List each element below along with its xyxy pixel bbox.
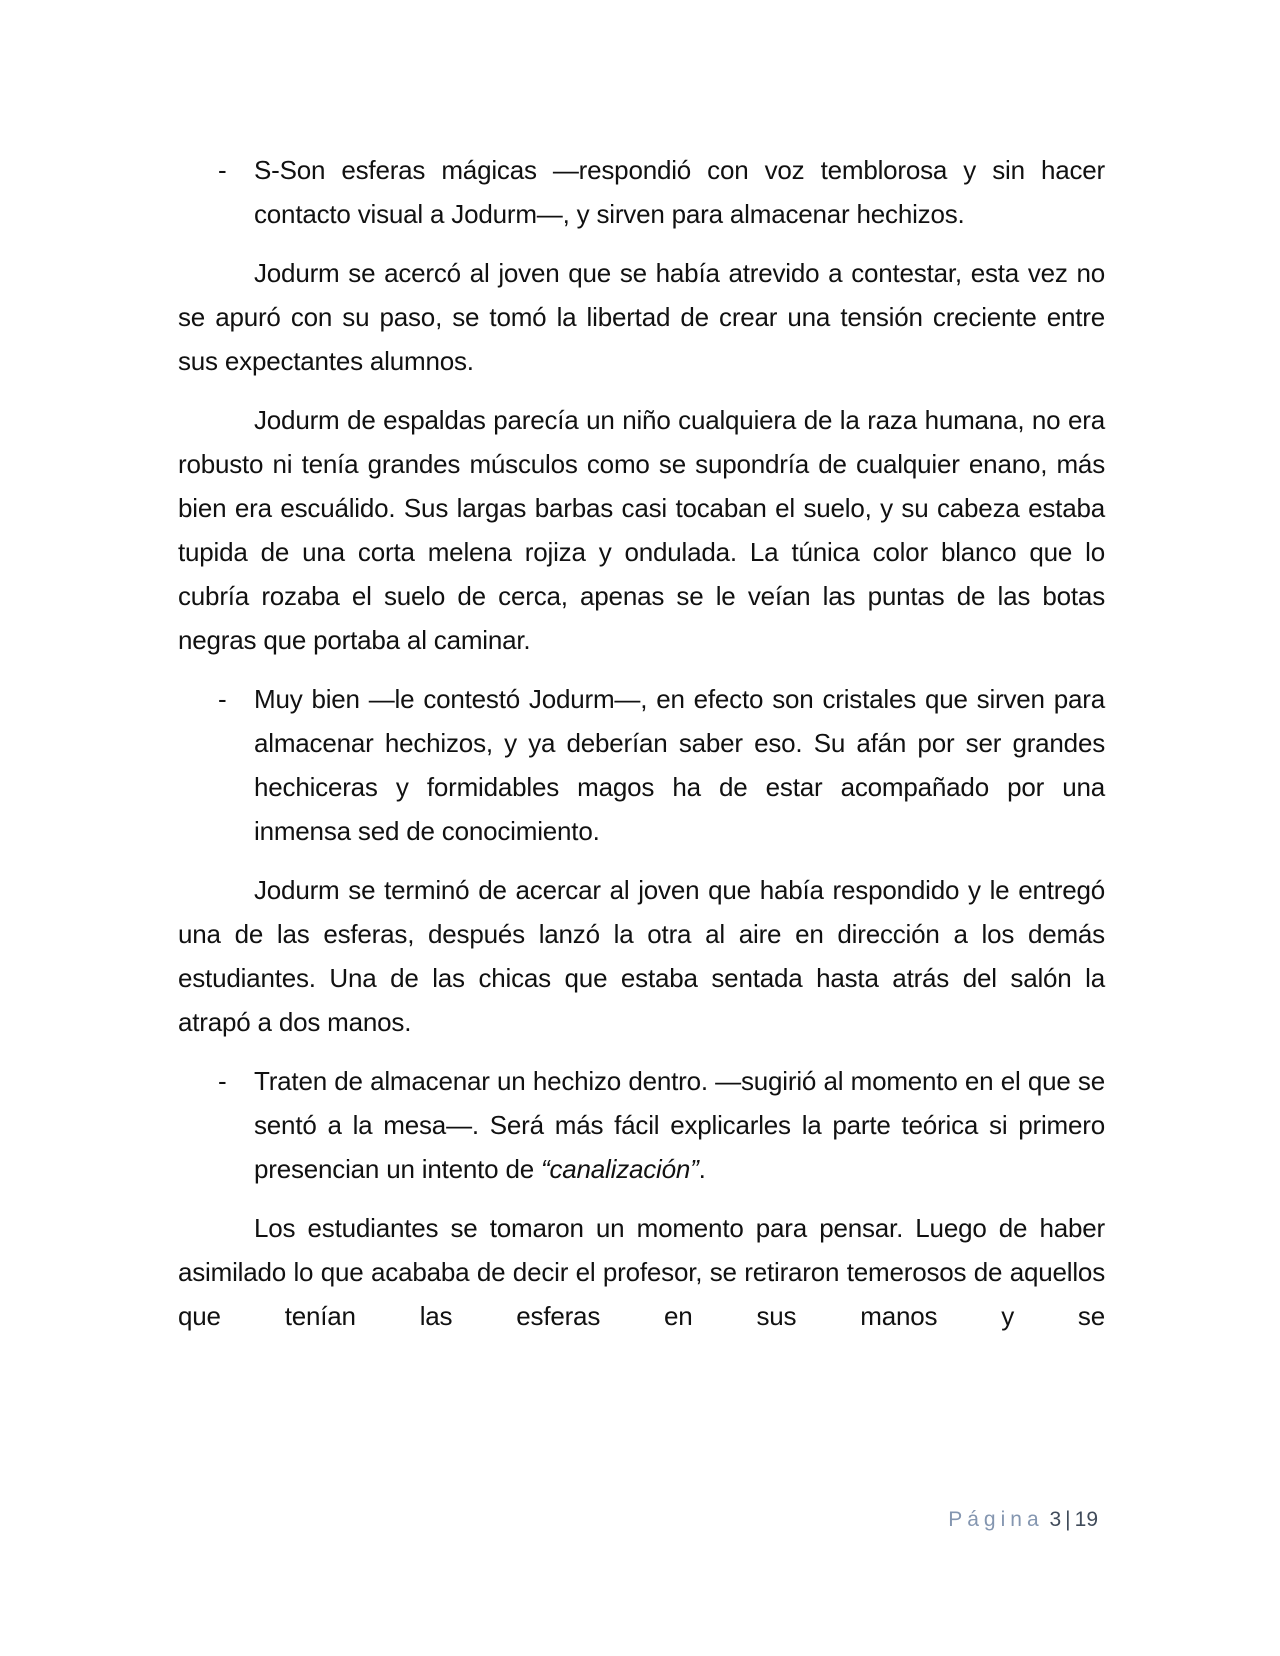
dialogue-dash: -: [218, 155, 227, 185]
dialogue-dash: -: [218, 1066, 227, 1096]
page-label: Página: [948, 1508, 1044, 1531]
paragraph: Jodurm se acercó al joven que se había atrevido a contestar, esta vez no se apuró con su paso, se tomó la libertad de crear una tensión creciente entre sus expectantes alumnos.: [178, 258, 1105, 376]
dialogue-text: S-Son esferas mágicas —respondió con voz temblorosa y sin hacer contacto visual a Jodurm—, y sirven para almacenar hechizos.: [254, 155, 1105, 229]
paragraph: Jodurm de espaldas parecía un niño cualquiera de la raza humana, no era robusto ni tenía grandes músculos como se supondría de cualquier enano, más bien era escuálido. Sus largas barbas casi tocaban el suelo, y su cabeza estaba tupida de una corta melena rojiza y ondulada. La túnica color blanco que lo cubría rozaba el suelo de cerca, apenas se le veían las puntas de las botas negras que portaba al caminar.: [178, 405, 1105, 655]
dialogue-text-end: .: [698, 1154, 706, 1184]
document-page: [178, 148, 1105, 1353]
page-footer: [948, 1505, 1098, 1535]
dialogue-text: Traten de almacenar un hechizo dentro. —sugirió al momento en el que se sentó a la mesa—. Será más fácil explicarles la parte teórica si primero presencian un intento de: [254, 1066, 1105, 1184]
dialogue-line: [178, 1059, 1105, 1191]
current-page-number: 3: [1049, 1508, 1062, 1531]
total-pages-number: 19: [1074, 1508, 1098, 1531]
dialogue-text: Muy bien —le contestó Jodurm—, en efecto son cristales que sirven para almacenar hechizos, y ya deberían saber eso. Su afán por ser grandes hechiceras y formidables magos ha de estar acompañado por una inmensa sed de conocimiento.: [254, 684, 1105, 846]
italic-term: “canalización”: [541, 1154, 699, 1184]
dialogue-dash: -: [218, 684, 227, 714]
dialogue-line: [178, 148, 1105, 236]
page-separator: |: [1065, 1508, 1071, 1531]
dialogue-line: [178, 677, 1105, 853]
paragraph: Jodurm se terminó de acercar al joven que había respondido y le entregó una de las esferas, después lanzó la otra al aire en dirección a los demás estudiantes. Una de las chicas que estaba sentada hasta atrás del salón la atrapó a dos manos.: [178, 875, 1105, 1037]
paragraph: Los estudiantes se tomaron un momento para pensar. Luego de haber asimilado lo que acababa de decir el profesor, se retiraron temerosos de aquellos que tenían las esferas en sus manos y se: [178, 1213, 1105, 1331]
